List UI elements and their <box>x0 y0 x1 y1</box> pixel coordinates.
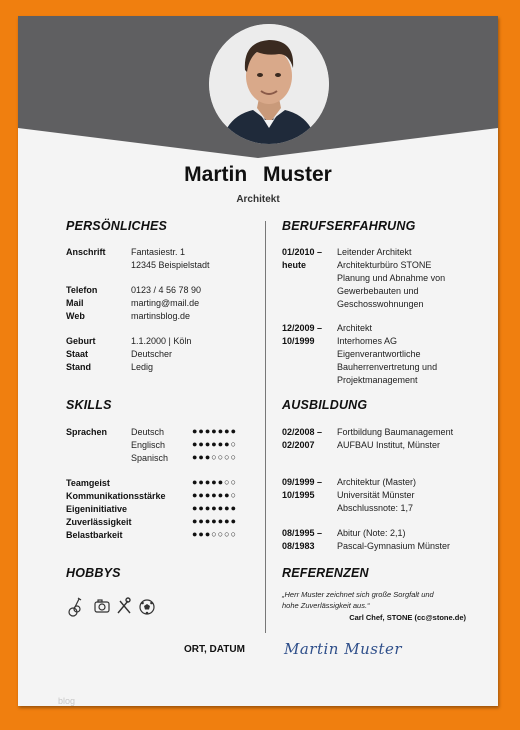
languages-label: Sprachen <box>66 427 108 437</box>
skill-rating: ●●●●●●● <box>192 426 238 436</box>
education-date-from: 09/1999 – <box>282 477 323 487</box>
first-name: Martin <box>184 163 248 186</box>
heading-experience: BERUFSERFAHRUNG <box>282 219 416 233</box>
heading-education: AUSBILDUNG <box>282 398 368 412</box>
education-line: Fortbildung Baumanagement <box>337 427 454 437</box>
mail-value: marting@mail.de <box>131 298 200 308</box>
web-value: martinsblog.de <box>131 311 191 321</box>
reference-quote <box>282 589 434 611</box>
experience-line: Planung und Abnahme von <box>337 273 446 283</box>
skill-rating: ●●●●●●○ <box>192 490 238 500</box>
experience-line: Projektmanagement <box>337 375 418 385</box>
skill-rating: ●●●●●●● <box>192 503 238 513</box>
experience-date-from: 12/2009 – <box>282 323 323 333</box>
address-line1: Fantasiestr. 1 <box>131 247 186 257</box>
skill-rating: ●●●○○○○ <box>192 529 238 539</box>
phone-value: 0123 / 4 56 78 90 <box>131 285 202 295</box>
status-value: Ledig <box>131 362 154 372</box>
heading-skills: SKILLS <box>66 398 112 412</box>
education-line: Abschlussnote: 1,7 <box>337 503 414 513</box>
experience-line: Leitender Architekt <box>337 247 412 257</box>
hobbies-icons <box>68 596 168 623</box>
job-title: Architekt <box>236 194 280 205</box>
experience-line: Bauherrenvertretung und <box>337 362 438 372</box>
address-label: Anschrift <box>66 247 106 257</box>
reference-source: Carl Chef, STONE (cc@stone.de) <box>349 613 466 622</box>
experience-line: Gewerbebauten und <box>337 286 419 296</box>
experience-date-from: 01/2010 – <box>282 247 323 257</box>
skill-name: Kommunikationsstärke <box>66 491 166 501</box>
skill-name: Deutsch <box>131 427 165 437</box>
reference-quote-line: „Herr Muster zeichnet sich große Sorgfalt und <box>282 590 434 599</box>
birth-value: 1.1.2000 | Köln <box>131 336 192 346</box>
education-line: Pascal-Gymnasium Münster <box>337 541 451 551</box>
profile-photo <box>209 24 329 144</box>
skill-rating: ●●●○○○○ <box>192 452 238 462</box>
education-line: Universität Münster <box>337 490 415 500</box>
heading-personal: PERSÖNLICHES <box>66 219 168 233</box>
place-date: ORT, DATUM <box>184 644 245 655</box>
birth-label: Geburt <box>66 336 96 346</box>
mail-label: Mail <box>66 298 84 308</box>
experience-line: Interhomes AG <box>337 336 398 346</box>
education-date-from: 08/1995 – <box>282 528 323 538</box>
experience-line: Architekt <box>337 323 373 333</box>
education-line: Architektur (Master) <box>337 477 417 487</box>
tools-icon <box>118 598 130 613</box>
skill-name: Spanisch <box>131 453 169 463</box>
experience-date-to: 10/1999 <box>282 336 315 346</box>
experience-line: Geschosswohnungen <box>337 299 424 309</box>
last-name: Muster <box>262 163 332 186</box>
signature: Martin Muster <box>284 640 403 658</box>
skill-name: Englisch <box>131 440 166 450</box>
skill-name: Eigeninitiative <box>66 504 128 514</box>
skill-name: Belastbarkeit <box>66 530 123 540</box>
soccer-ball-icon <box>140 600 154 614</box>
skill-name: Teamgeist <box>66 478 110 488</box>
person-name <box>18 163 498 187</box>
experience-line: Architekturbüro STONE <box>337 260 432 270</box>
status-label: Stand <box>66 362 92 372</box>
experience-line: Eigenverantwortliche <box>337 349 421 359</box>
camera-icon <box>95 600 109 612</box>
web-label: Web <box>66 311 85 321</box>
education-line: AUFBAU Institut, Münster <box>337 440 441 450</box>
skill-rating: ●●●●●●○ <box>192 439 238 449</box>
heading-references: REFERENZEN <box>282 566 369 580</box>
education-date-to: 08/1983 <box>282 541 315 551</box>
resume-page <box>18 16 498 706</box>
phone-label: Telefon <box>66 285 98 295</box>
experience-date-to: heute <box>282 260 307 270</box>
address-line2: 12345 Beispielstadt <box>131 260 210 270</box>
nationality-label: Staat <box>66 349 89 359</box>
guitar-icon <box>69 598 81 616</box>
heading-hobbies: HOBBYS <box>66 566 121 580</box>
education-line: Abitur (Note: 2,1) <box>337 528 406 538</box>
nationality-value: Deutscher <box>131 349 173 359</box>
watermark: blog <box>58 696 76 706</box>
skill-rating: ●●●●●●● <box>192 516 238 526</box>
education-date-to: 10/1995 <box>282 490 315 500</box>
reference-quote-line: hohe Zuverlässigkeit aus.“ <box>282 601 370 610</box>
education-date-from: 02/2008 – <box>282 427 323 437</box>
skill-rating: ●●●●●○○ <box>192 477 238 487</box>
skill-name: Zuverlässigkeit <box>66 517 132 527</box>
column-divider <box>265 221 266 633</box>
education-date-to: 02/2007 <box>282 440 315 450</box>
